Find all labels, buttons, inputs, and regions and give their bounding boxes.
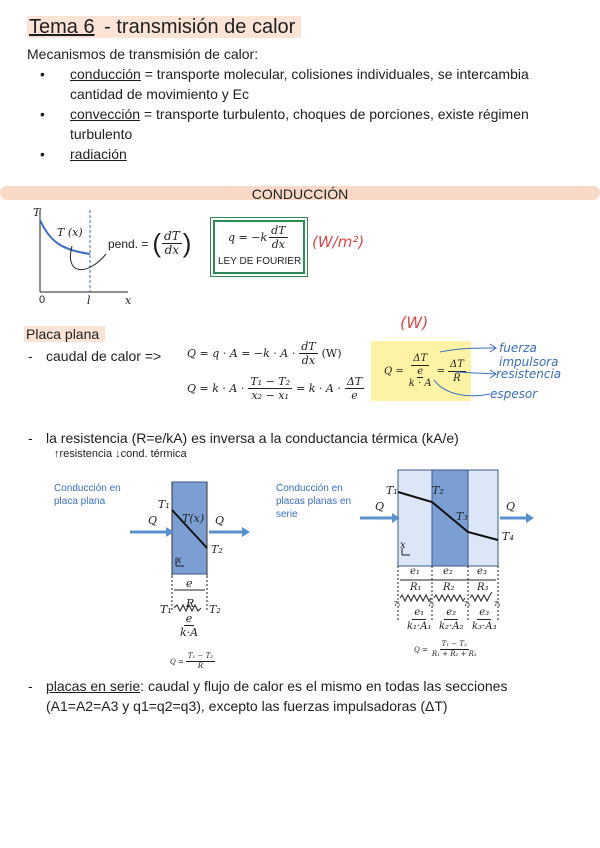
yellow-den2: R <box>453 372 461 384</box>
pend-den: dx <box>164 243 180 257</box>
label-r: R <box>186 597 195 610</box>
bullet-dot: • <box>40 106 45 122</box>
eq1-units: (W) <box>321 347 342 360</box>
serie-t3: T₃ <box>456 510 468 523</box>
serie-t1: T₁ <box>386 484 398 497</box>
yellow-den-bot: k · A <box>408 378 432 389</box>
pend-num: dT <box>164 229 180 243</box>
frac-den: k·A <box>180 626 199 639</box>
label-tx: T(x) <box>182 512 205 525</box>
dash: - <box>28 430 33 446</box>
dash: - <box>28 348 33 364</box>
formula-den: R <box>197 662 204 670</box>
fig-plana-caption <box>54 482 121 508</box>
axis-zero: 0 <box>39 294 46 306</box>
label-t2: T₂ <box>211 543 223 556</box>
formula-lhs: Q = <box>170 657 184 666</box>
serie-small-t4: T₄ <box>494 601 501 608</box>
bullet-text-line2: cantidad de movimiento y Ec <box>70 86 249 102</box>
resistencia-text: la resistencia (R=e/kA) es inversa a la conductancia térmica (kA/e) <box>46 430 459 446</box>
bullet-conveccion <box>70 104 580 144</box>
label-t1: T₁ <box>158 498 170 511</box>
intro-text: Mecanismos de transmisión de calor: <box>27 46 259 62</box>
fourier-equation <box>228 224 288 251</box>
serie-e1: e₁ <box>410 566 420 577</box>
frac-den: k₃·A₃ <box>472 621 497 632</box>
eq2-lhs: Q = k · A · <box>187 382 245 395</box>
serie-frac-2 <box>437 606 465 633</box>
resistencia-sub: ↑resistencia ↓cond. térmica <box>54 448 187 460</box>
dash: - <box>28 678 33 694</box>
frac-num: e₃ <box>479 607 490 618</box>
serie-small-t2: T₂ <box>428 601 435 608</box>
serie-r3: R₃ <box>477 582 489 593</box>
serie-frac-1 <box>405 606 433 633</box>
eq2-den: x₂ − x₁ <box>251 389 289 402</box>
serie-small-t3: T₃ <box>464 601 471 608</box>
serie-t4: T₄ <box>502 530 514 543</box>
term-radiacion: radiación <box>70 146 127 162</box>
serie-q-in: Q <box>375 500 385 513</box>
yellow-eq: = <box>436 365 445 377</box>
fourier-den: dx <box>271 238 285 251</box>
bullet-radiacion <box>70 144 127 164</box>
section-heading: CONDUCCIÓN <box>251 186 349 202</box>
label-x: x <box>176 555 182 566</box>
serie-e3: e₃ <box>477 566 487 577</box>
frac-num: e₁ <box>414 607 425 618</box>
label-t2-bottom: T₂ <box>209 603 221 616</box>
eq2-num2: ΔT <box>346 375 363 388</box>
eq2-den2: e <box>351 389 358 402</box>
bullet-dot: • <box>40 146 45 162</box>
note-fuerza: fuerza impulsora <box>499 341 559 369</box>
frac-den: k₂·A₂ <box>439 621 464 632</box>
frac-den: k₁·A₁ <box>407 621 432 632</box>
note-espesor: espesor <box>490 387 538 401</box>
frac-num: e <box>185 612 193 625</box>
yellow-lhs: Q = <box>384 365 404 377</box>
temperature-profile-graph <box>28 206 198 312</box>
serie-r2: R₂ <box>443 582 455 593</box>
placa-heading: Placa plana <box>24 326 105 342</box>
axis-t-label: T <box>33 206 41 219</box>
formula-q-plana <box>170 652 215 671</box>
fourier-units: (W/m²) <box>312 233 365 251</box>
serie-note-line2: (A1=A2=A3 y q1=q2=q3), excepto las fuerzas impulsadoras (ΔT) <box>46 698 448 714</box>
title-subtitle: - transmisión de calor <box>99 16 302 38</box>
pend-text: pend. = <box>108 236 149 251</box>
slope-label: pend. = ( $\frac{dT}{dx}$ ) <box>108 228 192 258</box>
yellow-den-top: e <box>417 366 424 377</box>
yellow-num1: ΔT <box>413 353 428 364</box>
caption-line: placas planas en <box>276 496 352 507</box>
fourier-lhs: q = −k <box>228 231 268 244</box>
bullet-dot: • <box>40 66 45 82</box>
caption-line: placa plana <box>54 496 106 507</box>
axis-l: l <box>87 294 91 307</box>
label-e: e <box>186 577 193 590</box>
page-title <box>27 16 301 39</box>
eq2-num: T₁ − T₂ <box>250 375 291 388</box>
label-t1-bottom: T₁ <box>160 603 172 616</box>
bullet-text-line2: turbulento <box>70 126 133 142</box>
serie-note-text: : caudal y flujo de calor es el mismo en todas las secciones <box>140 678 508 694</box>
term-placas-serie: placas en serie <box>46 678 141 694</box>
serie-r1: R₁ <box>410 582 422 593</box>
eq1-lhs: Q = q · A = −k · A · <box>187 347 296 360</box>
serie-q-out: Q <box>506 500 516 513</box>
bullet-text: = transporte turbulento, choques de porciones, existe régimen <box>140 106 529 122</box>
serie-e2: e₂ <box>443 566 453 577</box>
caption-line: Conducción en <box>54 483 121 494</box>
fourier-caption: LEY DE FOURIER <box>218 256 302 267</box>
title-topic: Tema 6 <box>27 16 99 38</box>
eq1-den: dx <box>301 354 316 367</box>
caption-line: Conducción en <box>276 483 343 494</box>
serie-x: x <box>400 540 406 551</box>
eq1-num: dT <box>301 340 316 353</box>
fraction-e-ka <box>178 612 200 639</box>
term-conveccion: convección <box>70 106 141 122</box>
label-q-in: Q <box>148 514 158 527</box>
formula-den: R₁ + R₂ + R₃ <box>431 650 477 658</box>
yellow-num2: ΔT <box>449 358 464 370</box>
caudal-label: caudal de calor => <box>46 348 162 364</box>
fig-serie-caption <box>276 482 351 521</box>
serie-frac-3 <box>470 606 498 633</box>
equation-2 <box>187 375 364 402</box>
yellow-units: (W) <box>400 313 429 332</box>
fourier-num: dT <box>271 224 286 237</box>
label-q-out: Q <box>215 514 225 527</box>
frac-num: e₂ <box>446 607 457 618</box>
curve-label: T (x) <box>57 226 83 239</box>
formula-lhs: Q = <box>414 645 428 654</box>
plane-wall-diagram <box>130 476 250 616</box>
axis-x: x <box>125 294 132 307</box>
formula-num: T₁ − T₂ <box>187 652 214 660</box>
formula-q-serie <box>414 640 479 659</box>
bullet-conduccion <box>70 64 580 104</box>
formula-num: T₁ − T₂ <box>441 640 467 648</box>
serie-small-t1: T₁ <box>394 601 401 608</box>
bullet-text: = transporte molecular, colisiones individuales, se intercambia <box>140 66 529 82</box>
equation-1 <box>187 340 342 367</box>
serie-note <box>46 676 586 716</box>
eq2-mid: = k · A · <box>296 382 341 395</box>
serie-t2: T₂ <box>432 484 444 497</box>
term-conduccion: conducción <box>70 66 141 82</box>
note-resistencia: resistencia <box>496 367 562 381</box>
caption-line: serie <box>276 509 298 520</box>
